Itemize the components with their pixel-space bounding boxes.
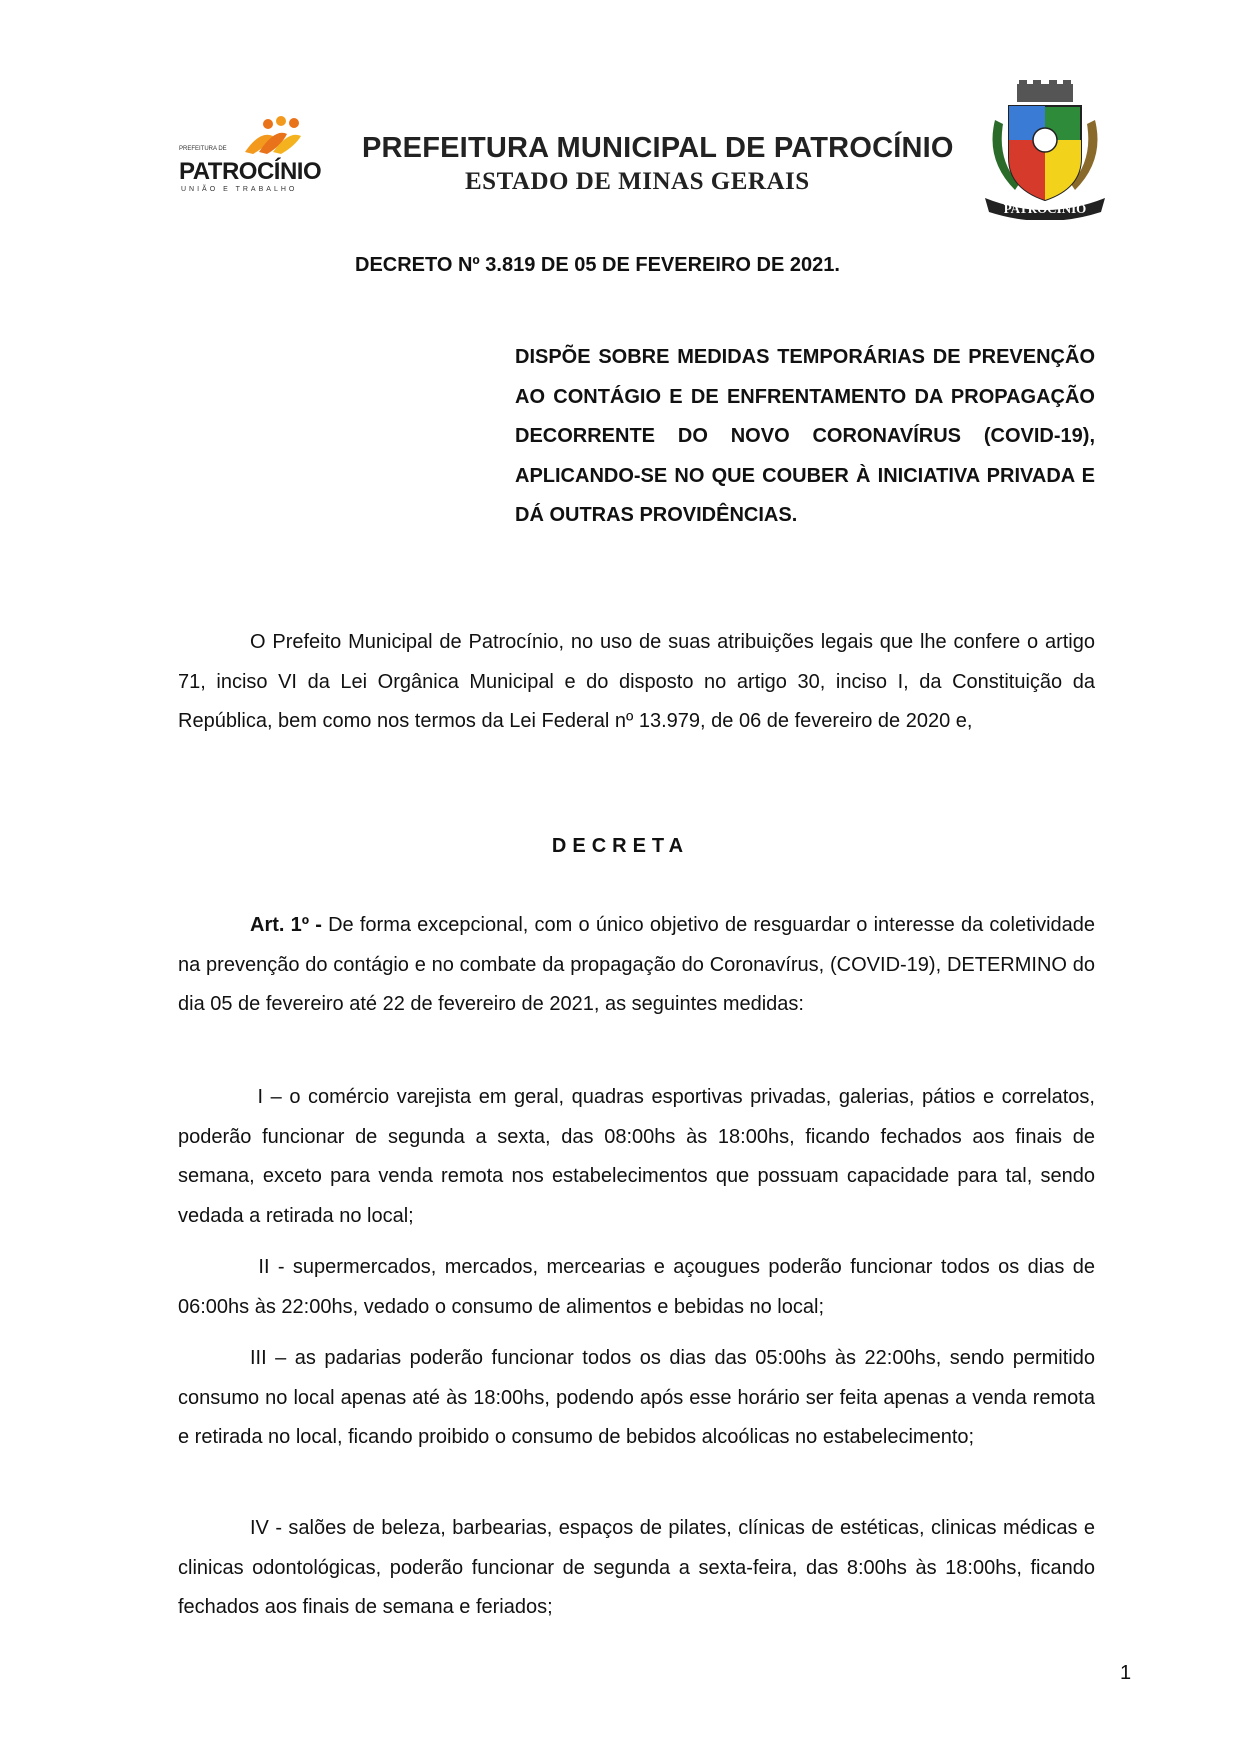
logo-tagline: UNIÃO E TRABALHO: [181, 186, 298, 193]
coat-banner-text: PATROCÍNIO: [1003, 201, 1087, 216]
decree-ementa: DISPÕE SOBRE MEDIDAS TEMPORÁRIAS DE PREVENÇÃO AO CONTÁGIO E DE ENFRENTAMENTO DA PROPAGAÇÃO DECORRENTE DO NOVO CORONAVÍRUS (COVID-19), APLICANDO-SE NO QUE COUBER À INICIATIVA PRIVADA E DÁ OUTRAS PROVIDÊNCIAS.: [515, 346, 1095, 526]
decreta-heading: DECRETA: [551, 835, 690, 857]
item-iv-paragraph: [178, 1509, 1095, 1628]
item-ii-paragraph: [178, 1248, 1095, 1327]
preamble-text: O Prefeito Municipal de Patrocínio, no uso de suas atribuições legais que lhe confere o artigo 71, inciso VI da Lei Orgânica Municipal e do disposto no artigo 30, inciso I, da Constituição da República, bem como nos termos da Lei Federal nº 13.979, de 06 de fevereiro de 2020 e,: [178, 631, 1095, 732]
preamble-paragraph: [178, 623, 1095, 742]
article-1-label: Art. 1º -: [250, 914, 322, 936]
patrocinio-logo: [175, 116, 325, 196]
letterhead: [175, 80, 1115, 220]
article-1-text: De forma excepcional, com o único objetivo de resguardar o interesse da coletividade na prevenção do contágio e no combate da propagação do Coronavírus, (COVID-19), DETERMINO do dia 05 de fevereiro até 22 de fevereiro de 2021, as seguintes medidas:: [178, 914, 1096, 1015]
item-iv-text: IV - salões de beleza, barbearias, espaços de pilates, clínicas de estéticas, clinicas médicas e clinicas odontológicas, poderão funcionar de segunda a sexta-feira, das 8:00hs às 18:00hs, ficando fechados aos finais de semana e feriados;: [178, 1517, 1095, 1618]
logo-text: PATROCÍNIO: [179, 158, 322, 185]
letterhead-title: PREFEITURA MUNICIPAL DE PATROCÍNIO: [362, 132, 954, 164]
logo-small-text: PREFEITURA DE: [179, 146, 227, 152]
decree-title: DECRETO Nº 3.819 DE 05 DE FEVEREIRO DE 2021.: [355, 254, 840, 276]
item-iii-text: III – as padarias poderão funcionar todos os dias das 05:00hs às 22:00hs, sendo permitido consumo no local apenas até às 18:00hs, podendo após esse horário ser feita apenas a venda remota e retirada no local, ficando proibido o consumo de bebidos alcoólicas no estabelecimento;: [178, 1347, 1095, 1448]
page-number: 1: [1120, 1662, 1132, 1684]
item-iii-paragraph: [178, 1339, 1095, 1458]
item-i-text: I – o comércio varejista em geral, quadras esportivas privadas, galerias, pátios e correlatos, poderão funcionar de segunda a sexta, das 08:00hs às 18:00hs, ficando fechados aos finais de semana, exceto para venda remota nos estabelecimentos que possuam capacidade para tal, sendo vedada a retirada no local;: [178, 1086, 1095, 1227]
item-ii-text: II - supermercados, mercados, mercearias e açougues poderão funcionar todos os dias de 06:00hs às 22:00hs, vedado o consumo de alimentos e bebidas no local;: [178, 1256, 1095, 1318]
coat-of-arms-icon: [975, 80, 1115, 220]
item-i-paragraph: [178, 1078, 1095, 1236]
letterhead-subtitle: ESTADO DE MINAS GERAIS: [465, 168, 810, 195]
article-1-paragraph: [178, 906, 1095, 1025]
